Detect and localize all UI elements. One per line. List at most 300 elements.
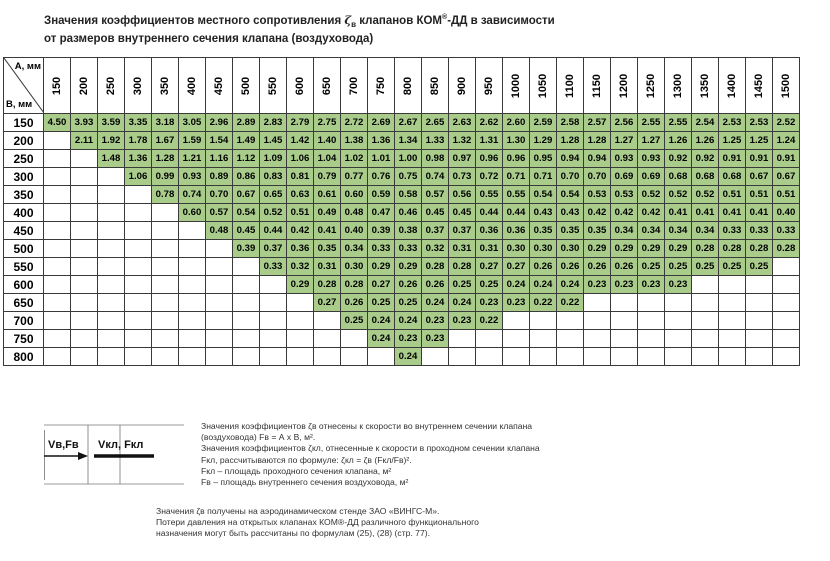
table-row (4, 294, 800, 312)
coefficient-cell: 0.44 (503, 204, 530, 222)
coefficient-cell: 0.23 (584, 276, 611, 294)
coefficient-cell: 0.91 (773, 150, 800, 168)
empty-cell (233, 294, 260, 312)
coefficient-cell: 0.39 (233, 240, 260, 258)
empty-cell (233, 276, 260, 294)
coefficient-cell: 1.12 (233, 150, 260, 168)
coefficient-cell: 0.23 (422, 330, 449, 348)
empty-cell (665, 330, 692, 348)
coefficient-cell: 0.59 (368, 186, 395, 204)
empty-cell (314, 330, 341, 348)
coefficient-cell: 0.34 (341, 240, 368, 258)
table-row (4, 258, 800, 276)
empty-cell (44, 312, 71, 330)
coefficient-cell: 0.99 (152, 168, 179, 186)
empty-cell (719, 294, 746, 312)
coefficient-cell: 0.42 (638, 204, 665, 222)
table-row (4, 114, 800, 132)
empty-cell (179, 276, 206, 294)
empty-cell (449, 348, 476, 366)
coefficient-cell: 0.94 (557, 150, 584, 168)
column-header-label: 450 (212, 76, 225, 95)
column-header (773, 58, 800, 114)
column-header (125, 58, 152, 114)
coefficient-cell: 0.76 (368, 168, 395, 186)
row-header: 150 (4, 114, 44, 132)
note-line: Значения коэффициентов ζкл, отнесенные к скорости в проходном сечении клапана (201, 443, 540, 454)
column-header-label: 1100 (564, 73, 576, 98)
row-header: 750 (4, 330, 44, 348)
coefficient-cell: 0.79 (314, 168, 341, 186)
column-header (530, 58, 557, 114)
coefficient-cell: 3.05 (179, 114, 206, 132)
row-header: 700 (4, 312, 44, 330)
coefficient-cell: 0.73 (449, 168, 476, 186)
coefficient-cell: 0.25 (665, 258, 692, 276)
coefficient-table (3, 57, 800, 366)
table-corner-header (4, 58, 44, 114)
column-header-label: 750 (374, 76, 387, 95)
coefficient-cell: 0.46 (395, 204, 422, 222)
registered-mark: ® (442, 14, 448, 21)
coefficient-cell: 0.36 (503, 222, 530, 240)
coefficient-cell: 0.40 (341, 222, 368, 240)
coefficient-cell: 0.75 (395, 168, 422, 186)
coefficient-cell: 1.31 (476, 132, 503, 150)
empty-cell (98, 186, 125, 204)
column-header-label: 1250 (644, 73, 657, 98)
coefficient-cell: 1.45 (260, 132, 287, 150)
coefficient-cell: 2.69 (368, 114, 395, 132)
coefficient-cell: 0.29 (665, 240, 692, 258)
table-row (4, 150, 800, 168)
table-row (4, 168, 800, 186)
empty-cell (152, 222, 179, 240)
coefficient-cell: 0.70 (584, 168, 611, 186)
column-header (584, 58, 611, 114)
column-header-label: 550 (266, 76, 279, 95)
coefficient-cell: 2.65 (422, 114, 449, 132)
column-header (719, 58, 746, 114)
outlet-label: Vкл, Fкл (98, 439, 144, 451)
coefficient-cell: 0.25 (395, 294, 422, 312)
empty-cell (125, 258, 152, 276)
empty-cell (260, 294, 287, 312)
coefficient-cell: 1.27 (638, 132, 665, 150)
note-line: Значения коэффициентов ζв отнесены к скорости во внутреннем сечении клапана (201, 421, 533, 431)
empty-cell (341, 348, 368, 366)
column-header-label: 500 (239, 76, 252, 95)
empty-cell (44, 168, 71, 186)
coefficient-cell: 0.26 (557, 258, 584, 276)
coefficient-cell: 2.53 (746, 114, 773, 132)
row-header: 800 (4, 348, 44, 366)
empty-cell (773, 348, 800, 366)
coefficient-cell: 0.25 (638, 258, 665, 276)
coefficient-cell: 0.25 (719, 258, 746, 276)
coefficient-cell: 1.28 (557, 132, 584, 150)
coefficient-cell: 0.43 (530, 204, 557, 222)
column-header (449, 58, 476, 114)
coefficient-cell: 0.29 (395, 258, 422, 276)
coefficient-cell: 0.98 (422, 150, 449, 168)
coefficient-cell: 0.68 (692, 168, 719, 186)
empty-cell (449, 330, 476, 348)
empty-cell (44, 222, 71, 240)
empty-cell (44, 186, 71, 204)
coefficient-cell: 0.25 (746, 258, 773, 276)
coefficient-cell: 0.96 (503, 150, 530, 168)
coefficient-cell: 0.55 (503, 186, 530, 204)
notes-block (201, 421, 621, 488)
empty-cell (260, 330, 287, 348)
empty-cell (179, 258, 206, 276)
coefficient-cell: 0.28 (449, 258, 476, 276)
empty-cell (530, 330, 557, 348)
coefficient-cell: 0.29 (368, 258, 395, 276)
coefficient-cell: 2.55 (665, 114, 692, 132)
coefficient-cell: 2.62 (476, 114, 503, 132)
coefficient-cell: 0.27 (314, 294, 341, 312)
source-notes-block (156, 506, 676, 540)
title-text-b: клапанов КОМ (356, 14, 443, 27)
coefficient-cell: 0.89 (206, 168, 233, 186)
coefficient-cell: 1.36 (125, 150, 152, 168)
table-row (4, 204, 800, 222)
coefficient-cell: 0.60 (179, 204, 206, 222)
empty-cell (71, 204, 98, 222)
coefficient-cell: 1.78 (125, 132, 152, 150)
header-row (4, 58, 800, 114)
title-line-2: от размеров внутреннего сечения клапана (воздуховода) (44, 33, 374, 46)
empty-cell (152, 294, 179, 312)
coefficient-cell: 0.52 (665, 186, 692, 204)
coefficient-cell: 1.92 (98, 132, 125, 150)
coefficient-cell: 0.28 (719, 240, 746, 258)
coefficient-cell: 0.27 (503, 258, 530, 276)
coefficient-cell: 0.25 (341, 312, 368, 330)
coefficient-cell: 0.41 (719, 204, 746, 222)
empty-cell (584, 294, 611, 312)
coefficient-cell: 0.41 (746, 204, 773, 222)
empty-cell (746, 294, 773, 312)
coefficient-cell: 0.36 (287, 240, 314, 258)
coefficient-cell: 0.38 (395, 222, 422, 240)
empty-cell (98, 204, 125, 222)
empty-cell (611, 312, 638, 330)
coefficient-cell: 0.28 (314, 276, 341, 294)
coefficient-cell: 1.49 (233, 132, 260, 150)
empty-cell (314, 312, 341, 330)
column-header (638, 58, 665, 114)
coefficient-cell: 3.35 (125, 114, 152, 132)
empty-cell (206, 258, 233, 276)
coefficient-cell: 1.67 (152, 132, 179, 150)
column-header-label: 200 (77, 76, 90, 95)
coefficient-cell: 0.65 (260, 186, 287, 204)
empty-cell (71, 186, 98, 204)
coefficient-cell: 0.30 (557, 240, 584, 258)
coefficient-cell: 0.56 (449, 186, 476, 204)
row-header: 300 (4, 168, 44, 186)
column-header (395, 58, 422, 114)
row-header: 400 (4, 204, 44, 222)
coefficient-cell: 0.97 (449, 150, 476, 168)
coefficient-cell: 2.60 (503, 114, 530, 132)
empty-cell (71, 330, 98, 348)
coefficient-cell: 1.26 (665, 132, 692, 150)
empty-cell (503, 348, 530, 366)
coefficient-cell: 0.45 (422, 204, 449, 222)
empty-cell (98, 348, 125, 366)
coefficient-cell: 1.00 (395, 150, 422, 168)
coefficient-cell: 1.34 (395, 132, 422, 150)
empty-cell (746, 348, 773, 366)
empty-cell (125, 330, 152, 348)
empty-cell (71, 168, 98, 186)
empty-cell (638, 330, 665, 348)
table-row (4, 186, 800, 204)
empty-cell (584, 330, 611, 348)
coefficient-cell: 0.23 (665, 276, 692, 294)
coefficient-cell: 1.28 (152, 150, 179, 168)
empty-cell (152, 348, 179, 366)
coefficient-cell: 0.36 (476, 222, 503, 240)
coefficient-cell: 0.49 (314, 204, 341, 222)
coefficient-cell: 0.33 (746, 222, 773, 240)
column-header (557, 58, 584, 114)
empty-cell (665, 294, 692, 312)
coefficient-cell: 0.93 (179, 168, 206, 186)
coefficient-cell: 0.67 (746, 168, 773, 186)
coefficient-cell: 0.52 (638, 186, 665, 204)
column-header (287, 58, 314, 114)
coefficient-cell: 3.59 (98, 114, 125, 132)
coefficient-cell: 0.31 (476, 240, 503, 258)
coefficient-cell: 0.86 (233, 168, 260, 186)
empty-cell (125, 348, 152, 366)
column-header-label: 350 (158, 76, 171, 95)
coefficient-cell: 0.74 (179, 186, 206, 204)
column-header-label: 850 (428, 76, 441, 95)
empty-cell (638, 348, 665, 366)
coefficient-cell: 0.29 (287, 276, 314, 294)
empty-cell (44, 348, 71, 366)
empty-cell (719, 330, 746, 348)
empty-cell (152, 330, 179, 348)
coefficient-cell: 0.28 (692, 240, 719, 258)
column-header-label: 600 (293, 76, 306, 95)
coefficient-cell: 2.83 (260, 114, 287, 132)
inlet-label: Vв,Fв (48, 439, 79, 451)
empty-cell (44, 330, 71, 348)
empty-cell (206, 240, 233, 258)
coefficient-cell: 0.25 (476, 276, 503, 294)
column-header-label: 1450 (752, 73, 765, 98)
coefficient-cell: 0.51 (773, 186, 800, 204)
coefficient-cell: 0.71 (503, 168, 530, 186)
coefficient-cell: 0.23 (476, 294, 503, 312)
coefficient-cell: 0.96 (476, 150, 503, 168)
coefficient-cell: 0.53 (611, 186, 638, 204)
coefficient-cell: 0.68 (665, 168, 692, 186)
empty-cell (179, 240, 206, 258)
coefficient-cell: 0.55 (476, 186, 503, 204)
coefficient-cell: 1.59 (179, 132, 206, 150)
column-header (98, 58, 125, 114)
coefficient-cell: 0.57 (422, 186, 449, 204)
row-header: 350 (4, 186, 44, 204)
page-title (44, 11, 804, 46)
coefficient-cell: 0.44 (476, 204, 503, 222)
note-line: Fв – площадь внутреннего сечения воздуховода, м² (201, 477, 409, 488)
coefficient-cell: 1.25 (719, 132, 746, 150)
empty-cell (314, 348, 341, 366)
empty-cell (584, 312, 611, 330)
coefficient-cell: 0.25 (449, 276, 476, 294)
coefficient-cell: 0.26 (611, 258, 638, 276)
coefficient-cell: 0.23 (395, 330, 422, 348)
coefficient-cell: 0.33 (395, 240, 422, 258)
coefficient-cell: 0.35 (314, 240, 341, 258)
column-header (476, 58, 503, 114)
empty-cell (422, 348, 449, 366)
zeta-subscript: в (351, 20, 357, 30)
coefficient-cell: 2.63 (449, 114, 476, 132)
empty-cell (476, 348, 503, 366)
table-row (4, 348, 800, 366)
coefficient-cell: 0.70 (557, 168, 584, 186)
coefficient-cell: 0.68 (719, 168, 746, 186)
coefficient-cell: 0.28 (773, 240, 800, 258)
empty-cell (179, 348, 206, 366)
empty-cell (638, 294, 665, 312)
coefficient-cell: 1.21 (179, 150, 206, 168)
empty-cell (125, 204, 152, 222)
empty-cell (44, 240, 71, 258)
column-header (44, 58, 71, 114)
coefficient-cell: 1.29 (530, 132, 557, 150)
column-header (368, 58, 395, 114)
coefficient-cell: 1.30 (503, 132, 530, 150)
coefficient-cell: 0.61 (314, 186, 341, 204)
row-header: 250 (4, 150, 44, 168)
coefficient-cell: 1.25 (746, 132, 773, 150)
empty-cell (665, 312, 692, 330)
coefficient-cell: 0.33 (773, 222, 800, 240)
coefficient-cell: 0.37 (449, 222, 476, 240)
coefficient-cell: 1.42 (287, 132, 314, 150)
coefficient-cell: 0.31 (449, 240, 476, 258)
coefficient-cell: 2.67 (395, 114, 422, 132)
row-header: 200 (4, 132, 44, 150)
empty-cell (260, 348, 287, 366)
column-header (71, 58, 98, 114)
empty-cell (692, 294, 719, 312)
empty-cell (44, 276, 71, 294)
coefficient-cell: 0.45 (233, 222, 260, 240)
empty-cell (692, 312, 719, 330)
note-line: Fкл – площадь проходного сечения клапана, м² (201, 465, 392, 476)
empty-cell (557, 330, 584, 348)
empty-cell (125, 276, 152, 294)
coefficient-cell: 0.81 (287, 168, 314, 186)
empty-cell (206, 330, 233, 348)
note-line: Значения ζв получены на аэродинамическом стенде ЗАО «ВИНГС-М». (156, 506, 440, 516)
coefficient-cell: 0.60 (341, 186, 368, 204)
coefficient-cell: 0.51 (719, 186, 746, 204)
empty-cell (71, 276, 98, 294)
empty-cell (71, 312, 98, 330)
coefficient-cell: 0.47 (368, 204, 395, 222)
empty-cell (611, 348, 638, 366)
coefficient-cell: 0.48 (206, 222, 233, 240)
title-text-c: -ДД в зависимости (447, 14, 555, 27)
column-header (260, 58, 287, 114)
coefficient-cell: 0.23 (449, 312, 476, 330)
column-header-label: 800 (401, 76, 414, 95)
coefficient-cell: 0.94 (584, 150, 611, 168)
coefficient-cell: 0.51 (287, 204, 314, 222)
coefficient-cell: 0.48 (341, 204, 368, 222)
empty-cell (71, 240, 98, 258)
coefficient-cell: 3.18 (152, 114, 179, 132)
coefficient-cell: 2.79 (287, 114, 314, 132)
coefficient-cell: 0.29 (638, 240, 665, 258)
column-header-label: 1400 (725, 73, 738, 98)
empty-cell (773, 258, 800, 276)
coefficient-cell: 0.22 (530, 294, 557, 312)
empty-cell (719, 312, 746, 330)
empty-cell (98, 294, 125, 312)
coefficient-cell: 1.16 (206, 150, 233, 168)
coefficient-cell: 0.43 (557, 204, 584, 222)
empty-cell (44, 132, 71, 150)
note-line: Fкл, рассчитываются по формуле: ζкл = ζв (Fкл/Fв)². (201, 454, 412, 465)
coefficient-cell: 0.58 (395, 186, 422, 204)
coefficient-cell: 0.22 (557, 294, 584, 312)
column-header-label: 250 (104, 76, 117, 95)
title-text-a: Значения коэффициентов местного сопротивления (44, 14, 345, 27)
coefficient-cell: 1.04 (314, 150, 341, 168)
coefficient-cell: 0.69 (611, 168, 638, 186)
empty-cell (746, 330, 773, 348)
empty-cell (692, 330, 719, 348)
empty-cell (179, 294, 206, 312)
empty-cell (611, 330, 638, 348)
table-row (4, 276, 800, 294)
column-header-label: 650 (320, 76, 333, 95)
empty-cell (125, 186, 152, 204)
coefficient-cell: 0.24 (449, 294, 476, 312)
coefficient-cell: 0.42 (584, 204, 611, 222)
empty-cell (692, 276, 719, 294)
empty-cell (665, 348, 692, 366)
empty-cell (44, 294, 71, 312)
column-header-label: 150 (50, 76, 63, 95)
coefficient-cell: 0.23 (503, 294, 530, 312)
empty-cell (206, 276, 233, 294)
column-header (341, 58, 368, 114)
coefficient-cell: 0.33 (260, 258, 287, 276)
coefficient-cell: 0.26 (584, 258, 611, 276)
empty-cell (206, 348, 233, 366)
title-line-1 (44, 11, 804, 32)
empty-cell (71, 348, 98, 366)
empty-cell (179, 222, 206, 240)
coefficient-cell: 1.06 (125, 168, 152, 186)
coefficient-cell: 0.24 (530, 276, 557, 294)
